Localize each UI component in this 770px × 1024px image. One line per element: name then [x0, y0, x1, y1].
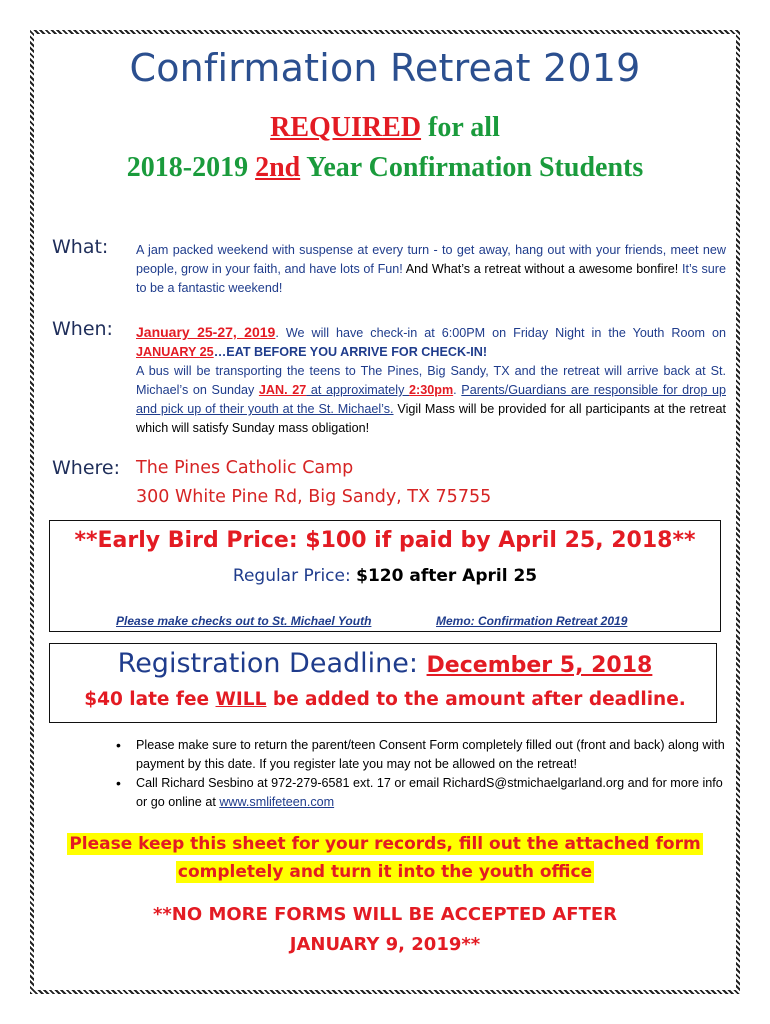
year-2nd: 2nd — [255, 152, 301, 183]
where-address: 300 White Pine Rd, Big Sandy, TX 75755 — [136, 487, 492, 507]
deadline-label: Registration Deadline: — [117, 648, 427, 679]
when-text — [136, 323, 726, 438]
late-fee-post: be added to the amount after deadline. — [266, 689, 686, 710]
what-label: What: — [52, 236, 109, 258]
when-bus: A bus will be transporting the teens to The Pines, Big Sandy, TX and the retreat will arrive back at St. Michael’s on Sunday — [136, 364, 726, 397]
when-period: . — [453, 383, 462, 397]
regular-price-label: Regular Price: — [232, 566, 357, 586]
checks-payable: Please make checks out to St. Michael Youth — [116, 614, 372, 628]
when-approx: at approximately — [306, 383, 410, 397]
keep-line-2: completely and turn it into the youth office — [177, 862, 593, 882]
late-fee — [0, 689, 770, 710]
what-text — [136, 241, 726, 298]
what-text-2: And What’s a retreat without a awesome bonfire! — [402, 262, 679, 276]
when-time: 2:30pm — [409, 383, 454, 397]
list-item — [116, 736, 730, 774]
registration-deadline — [0, 648, 770, 679]
year-range: 2018-2019 — [126, 152, 256, 183]
when-dates: January 25-27, 2019 — [136, 324, 276, 340]
nomore-line-2: JANUARY 9, 2019** — [289, 934, 481, 955]
when-label: When: — [52, 318, 113, 340]
where-name: The Pines Catholic Camp — [136, 458, 354, 478]
what-text-1: A jam packed weekend with suspense at every turn - to get away, hang out with your friends, meet new people, grow in your faith, and have lots of Fun! — [136, 243, 726, 276]
keep-line-1: Please keep this sheet for your records, fill out the attached form — [69, 834, 701, 854]
deadline-date: December 5, 2018 — [426, 653, 653, 678]
required-line — [0, 112, 770, 144]
late-fee-pre: $40 late fee — [84, 689, 216, 710]
keep-sheet-notice — [0, 830, 770, 886]
when-parents: Parents/Guardians are responsible for drop up and pick up of their youth at the St. Michael’s. — [136, 383, 726, 416]
checks-memo: Memo: Confirmation Retreat 2019 — [436, 614, 628, 628]
website-link[interactable]: www.smlifeteen.com — [219, 795, 335, 809]
when-jan25: JANUARY 25 — [136, 345, 214, 359]
late-fee-will: WILL — [215, 689, 267, 710]
nomore-line-1: **NO MORE FORMS WILL BE ACCEPTED AFTER — [152, 904, 618, 925]
what-text-3: It’s sure to be a fantastic weekend! — [136, 262, 726, 295]
contact-note: Call Richard Sesbino at 972-279-6581 ext. 17 or email RichardS@stmichaelgarland.org and for more info or go online at — [136, 776, 723, 809]
info-list — [116, 736, 730, 812]
list-item — [116, 774, 730, 812]
regular-price-value: $120 after April 25 — [356, 566, 538, 586]
required-rest: for all — [421, 112, 500, 143]
when-checkin: . We will have check-in at 6:00PM on Friday Night in the Youth Room on — [275, 326, 726, 340]
year-line — [0, 152, 770, 184]
where-label: Where: — [52, 457, 121, 479]
required-word: REQUIRED — [270, 112, 422, 143]
year-rest: Year Confirmation Students — [300, 152, 644, 183]
when-jan27: JAN. 27 — [258, 383, 307, 397]
early-bird-price: **Early Bird Price: $100 if paid by April 25, 2018** — [74, 528, 696, 553]
when-vigil: Vigil Mass will be provided for all participants at the retreat which will satisfy Sunday mass obligation! — [136, 402, 726, 435]
no-more-forms-notice — [0, 900, 770, 960]
consent-form-note: Please make sure to return the parent/teen Consent Form completely filled out (front and back) along with payment by this date. If you register late you may not be allowed on the retreat! — [136, 738, 725, 771]
when-eat: …EAT BEFORE YOU ARRIVE FOR CHECK-IN! — [213, 345, 488, 359]
page-title: Confirmation Retreat 2019 — [129, 46, 641, 90]
regular-price — [0, 566, 770, 586]
